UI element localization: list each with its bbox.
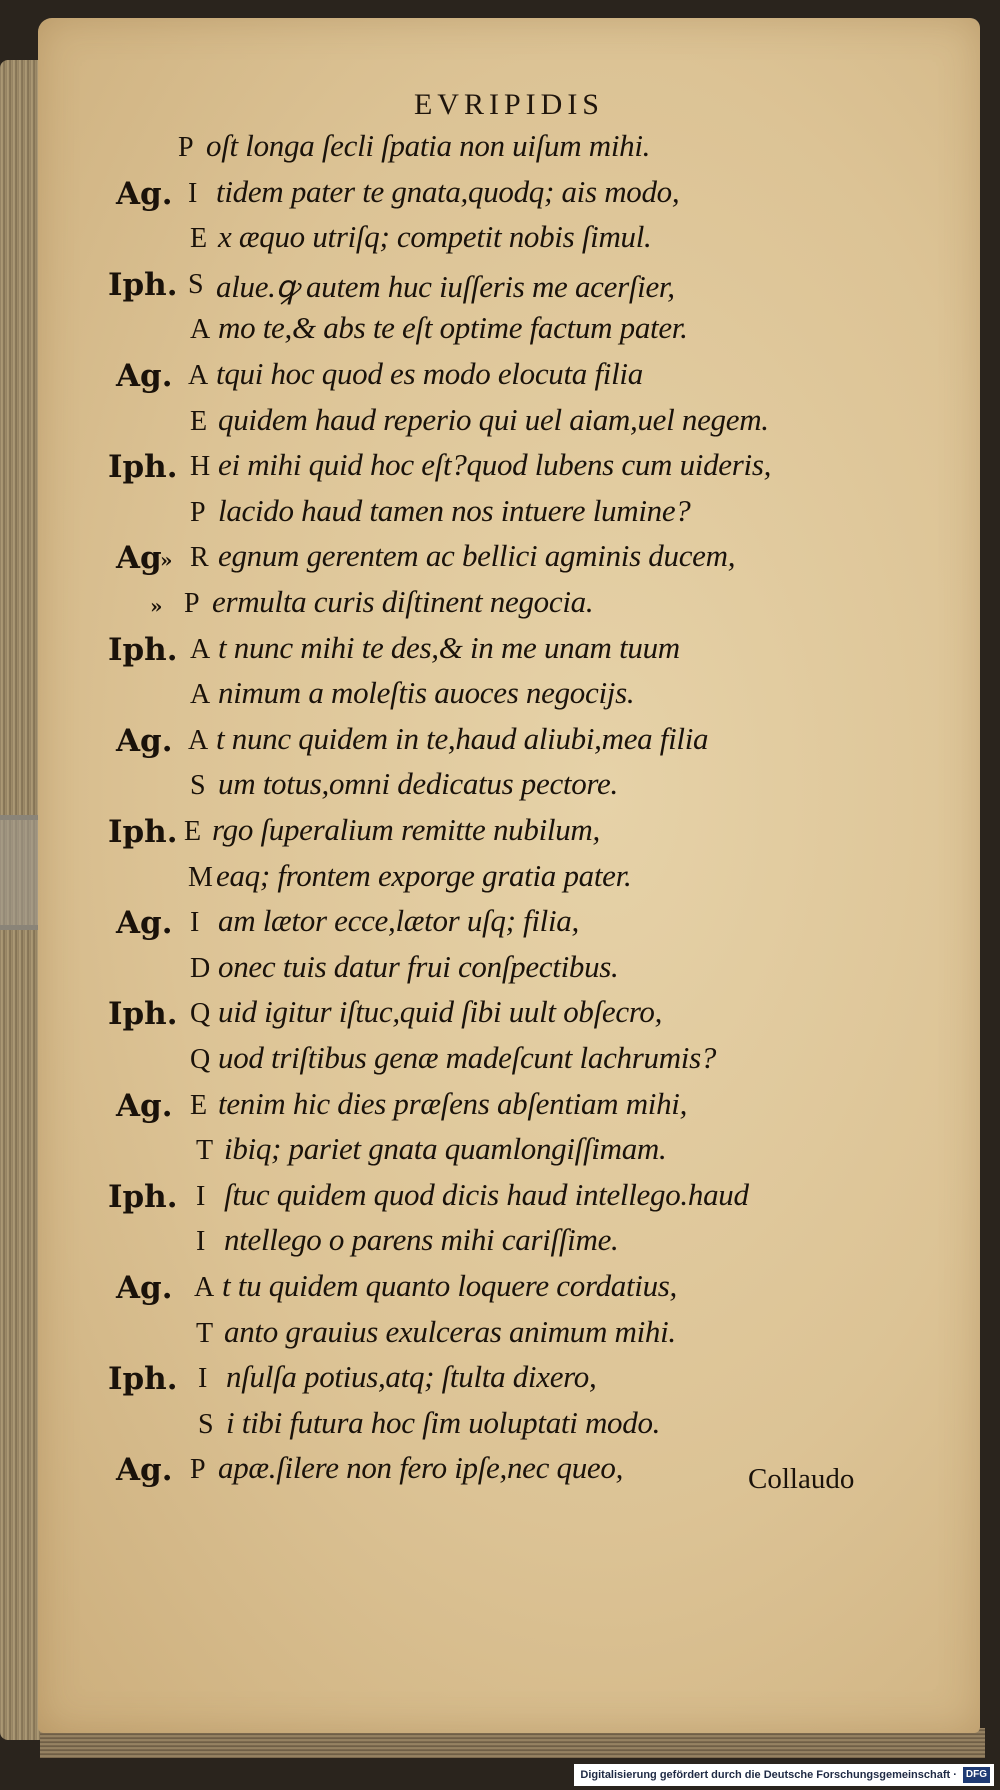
line-text: x æquo utriſq; competit nobis ſimul. xyxy=(218,219,652,255)
speaker-label: Iph. xyxy=(108,631,178,668)
line-initial: T xyxy=(196,1317,214,1349)
line-initial: A xyxy=(190,314,211,346)
line-initial: P xyxy=(190,1454,206,1486)
dialogue-line xyxy=(38,174,980,218)
line-initial: A xyxy=(188,724,209,756)
line-text: alue.ꝙ autem huc iuſſeris me acerſier, xyxy=(216,268,675,304)
speaker-label: Ag. xyxy=(116,1087,173,1124)
line-text: t tu quidem quanto loquere cordatius, xyxy=(222,1268,678,1303)
dialogue-line xyxy=(38,1177,980,1221)
digitization-credit xyxy=(574,1764,994,1786)
line-initial: A xyxy=(188,360,209,391)
line-initial: D xyxy=(190,952,211,984)
dialogue-line xyxy=(38,721,980,765)
line-text: tidem pater te gnata,quodq; ais modo, xyxy=(216,173,680,209)
speaker-label: Iph. xyxy=(108,449,178,486)
line-initial: S xyxy=(190,770,206,802)
line-text: t nunc quidem in te,haud aliubi,mea filia xyxy=(216,720,709,756)
line-text: tqui hoc quod es modo elocuta filia xyxy=(216,356,643,391)
line-text: ei mihi quid hoc eſt?quod lubens cum uideris, xyxy=(218,447,772,483)
line-initial: I xyxy=(190,907,200,939)
line-initial: S xyxy=(198,1408,214,1440)
dfg-logo: DFG xyxy=(963,1767,990,1783)
speaker-label: Ag xyxy=(116,540,162,577)
dialogue-line xyxy=(38,1268,980,1312)
line-initial: M xyxy=(188,861,213,893)
line-text: mo te,& abs te eſt optime factum pater. xyxy=(218,310,688,346)
line-text: um totus,omni dedicatus pectore. xyxy=(218,766,618,802)
line-text: ibiq; pariet gnata quamlongiſſimam. xyxy=(224,1131,667,1167)
line-initial: I xyxy=(196,1180,206,1212)
quote-mark: » xyxy=(150,594,163,618)
line-text: nſulſa potius,atq; ſtulta dixero, xyxy=(226,1359,597,1395)
line-text: anto grauius exulceras animum mihi. xyxy=(224,1313,676,1349)
dialogue-line xyxy=(38,1314,980,1358)
dialogue-line xyxy=(38,128,980,172)
dialogue-line xyxy=(38,356,980,400)
line-text: i tibi futura hoc ſim uoluptati modo. xyxy=(226,1404,661,1440)
dialogue-line xyxy=(38,949,980,993)
dialogue-line xyxy=(38,265,980,309)
dialogue-line xyxy=(38,812,980,856)
line-initial: Q xyxy=(190,1044,211,1075)
line-initial: E xyxy=(190,223,208,255)
line-initial: S xyxy=(188,268,204,300)
dialogue-line xyxy=(38,538,980,582)
speaker-label: Ag. xyxy=(116,358,173,394)
dialogue-line xyxy=(38,903,980,947)
line-text: lacido haud tamen nos intuere lumine? xyxy=(218,492,691,528)
speaker-label: Iph. xyxy=(108,814,178,850)
line-initial: E xyxy=(190,1089,208,1121)
dialogue-line xyxy=(38,994,980,1038)
line-text: egnum gerentem ac bellici agminis ducem, xyxy=(218,538,736,574)
dialogue-line xyxy=(38,1359,980,1403)
dialogue-line xyxy=(38,1086,980,1130)
dialogue-line xyxy=(38,584,980,628)
line-initial: R xyxy=(190,542,209,574)
quote-mark: » xyxy=(160,548,173,573)
dialogue-line xyxy=(38,858,980,902)
dialogue-line xyxy=(38,493,980,537)
line-initial: I xyxy=(196,1226,206,1258)
line-initial: Q xyxy=(190,998,211,1030)
line-initial: E xyxy=(184,816,202,847)
line-text: t nunc mihi te des,& in me unam tuum xyxy=(218,629,680,665)
line-initial: I xyxy=(198,1363,208,1395)
running-head: EVRIPIDIS xyxy=(413,88,604,121)
speaker-label: Ag. xyxy=(116,905,173,942)
line-text: ntellego o parens mihi cariſſime. xyxy=(224,1222,619,1258)
dialogue-line xyxy=(38,310,980,354)
line-initial: P xyxy=(178,132,194,163)
dialogue-line xyxy=(38,1222,980,1266)
line-text: uid igitur iſtuc,quid ſibi uult obſecro, xyxy=(218,994,663,1030)
line-initial: H xyxy=(190,451,211,483)
line-text: eaq; frontem exporge gratia pater. xyxy=(216,857,632,893)
line-text: onec tuis datur frui conſpectibus. xyxy=(218,948,619,984)
line-text: uod triſtibus genæ madeſcunt lachrumis? xyxy=(218,1040,717,1075)
line-text: oſt longa ſecli ſpatia non uiſum mihi. xyxy=(206,128,651,163)
credit-text: Digitalisierung gefördert durch die Deutsche Forschungsgemeinschaft · xyxy=(580,1769,957,1781)
line-text: tenim hic dies præſens abſentiam mihi, xyxy=(218,1085,688,1121)
dialogue-line xyxy=(38,219,980,263)
dialogue-line xyxy=(38,1405,980,1449)
line-initial: T xyxy=(196,1135,214,1167)
line-initial: A xyxy=(190,679,211,711)
line-text: quidem haud reperio qui uel aiam,uel negem. xyxy=(218,401,769,437)
line-initial: E xyxy=(190,405,208,437)
line-text: ſtuc quidem quod dicis haud intellego.haud xyxy=(224,1176,749,1212)
catchword: Collaudo xyxy=(748,1463,855,1495)
speaker-label: Iph. xyxy=(108,1361,178,1398)
line-text: am lætor ecce,lætor uſq; filia, xyxy=(218,903,579,939)
speaker-label: Iph. xyxy=(108,1178,178,1215)
speaker-label: Iph. xyxy=(108,996,178,1033)
dialogue-line xyxy=(38,1040,980,1084)
dialogue-line xyxy=(38,766,980,810)
line-text: rgo ſuperalium remitte nubilum, xyxy=(212,812,600,847)
speaker-label: Iph. xyxy=(108,266,178,303)
line-initial: A xyxy=(194,1272,215,1303)
line-text: nimum a moleſtis auoces negocijs. xyxy=(218,675,635,711)
book-page xyxy=(38,18,980,1733)
dialogue-line xyxy=(38,402,980,446)
line-text: ermulta curis diſtinent negocia. xyxy=(212,584,594,619)
speaker-label: Ag. xyxy=(116,175,173,212)
speaker-label: Ag. xyxy=(116,1270,173,1306)
dialogue-line xyxy=(38,675,980,719)
speaker-label: Ag. xyxy=(116,1452,173,1489)
line-initial: P xyxy=(190,496,206,528)
line-initial: I xyxy=(188,177,198,209)
speaker-label: Ag. xyxy=(116,722,173,759)
line-text: apæ.ſilere non fero ipſe,nec queo, xyxy=(218,1450,624,1486)
dialogue-line xyxy=(38,630,980,674)
line-initial: P xyxy=(184,588,200,619)
dialogue-line xyxy=(38,447,980,491)
line-initial: A xyxy=(190,633,211,665)
dialogue-line xyxy=(38,1131,980,1175)
